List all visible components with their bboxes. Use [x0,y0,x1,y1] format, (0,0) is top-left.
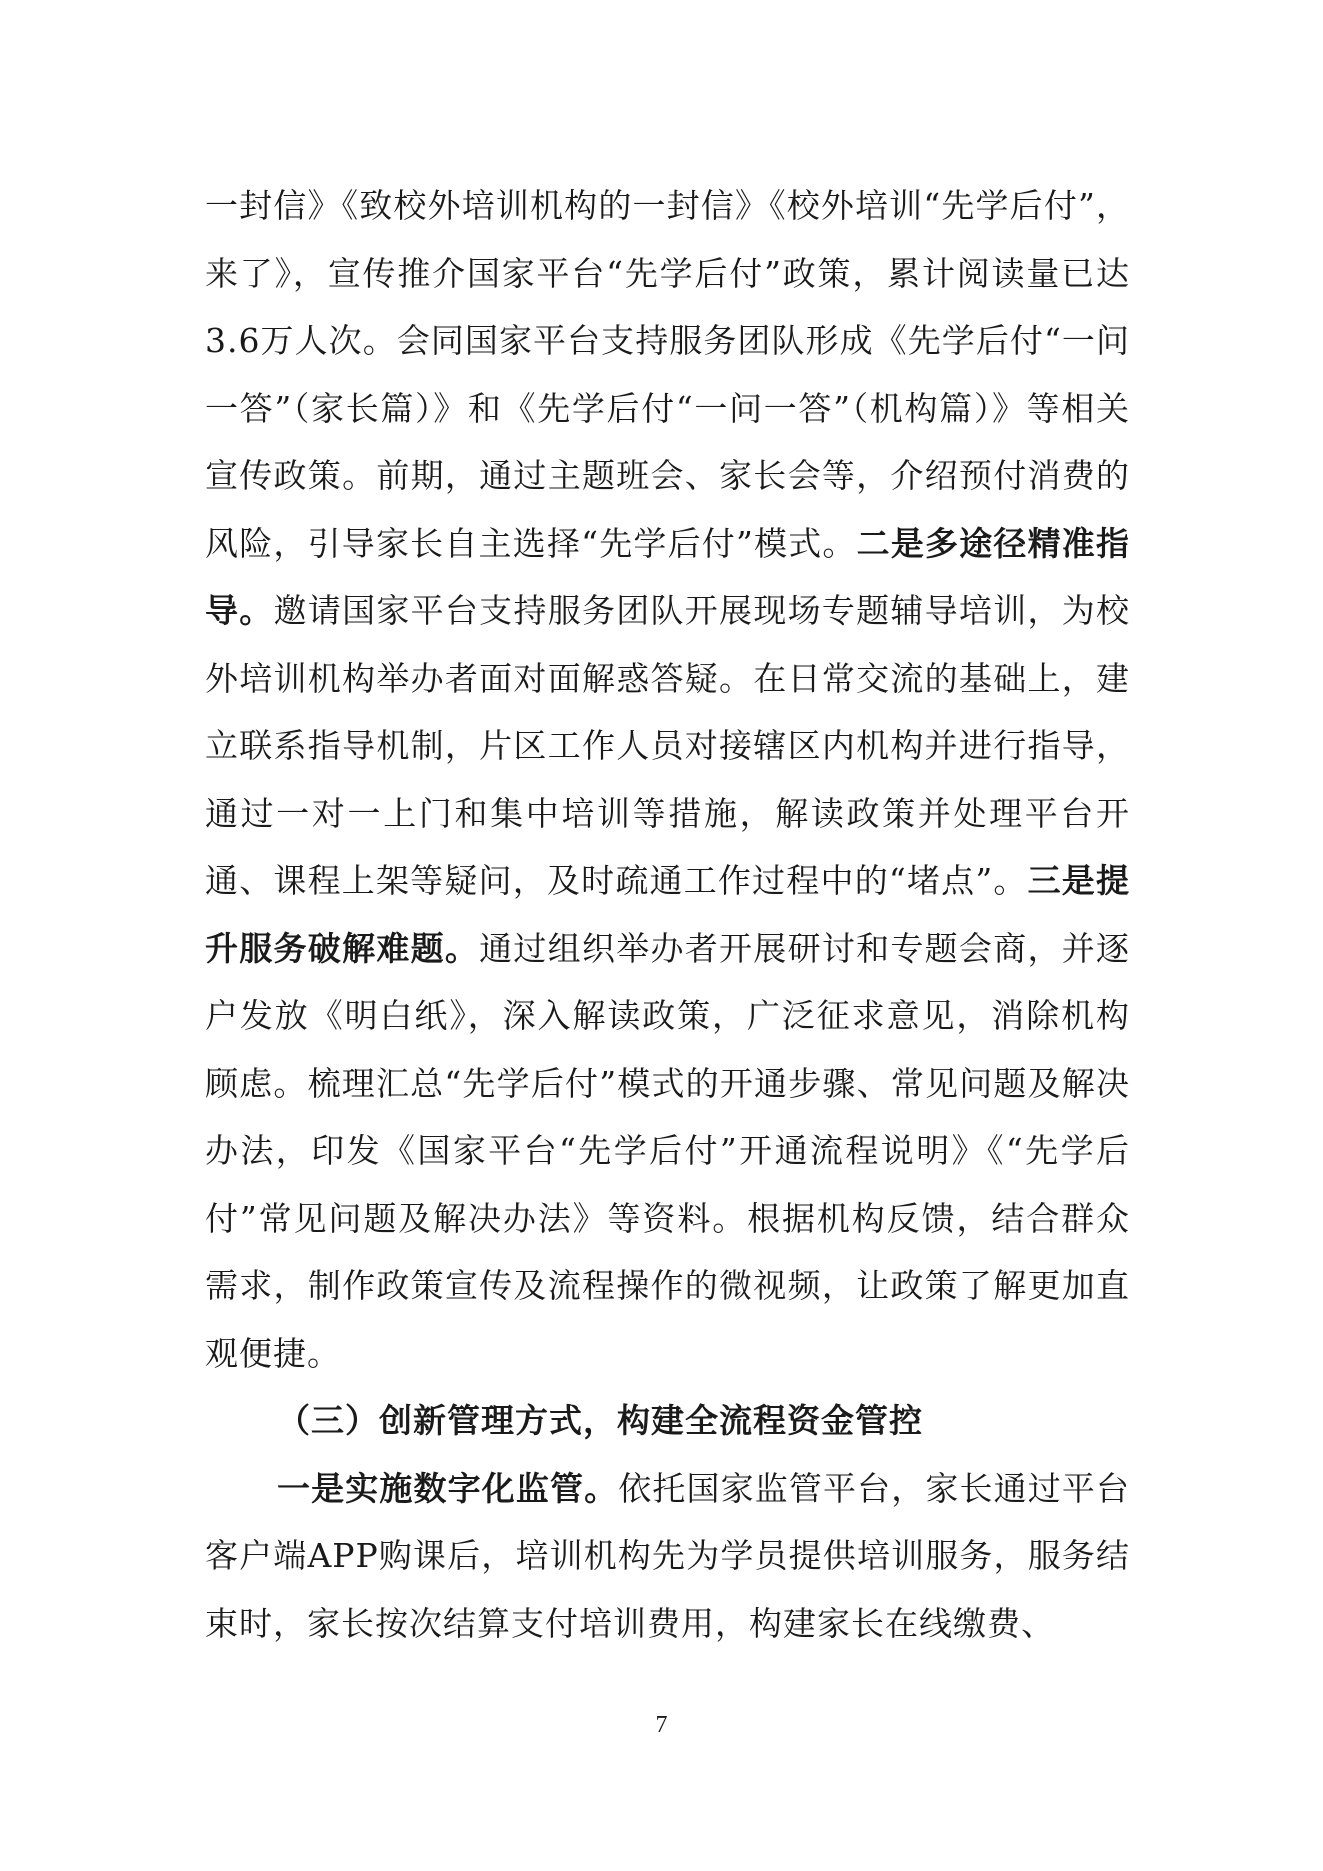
paragraph-text: 依托国家监管平台，家长通过平台客户端APP购课后，培训机构先为学员提供培训服务，服务结束时，家长按次结算支付培训费用，构建家长在线缴费、 [205,1468,1130,1643]
bold-lead-in: 二是多途径精准指导。 [205,523,1131,630]
paragraph-text: 通过组织举办者开展研讨和专题会商，并逐户发放《明白纸》，深入解读政策，广泛征求意见，消除机构顾虑。梳理汇总“先学后付”模式的开通步骤、常见问题及解决办法，印发《国家平台“先学后付”开通流程说明》《“先学后付”常见问题及解决办法》等资料。根据机构反馈，结合群众需求，制作政策宣传及流程操作的微视频，让政策了解更加直观便捷。 [205,928,1131,1373]
paragraph-text: 一封信》《致校外培训机构的一封信》《校外培训“先学后付”，来了》，宣传推介国家平台“先学后付”政策，累计阅读量已达3.6万人次。会同国家平台支持服务团队形成《先学后付“一问一答”（家长篇）》和《先学后付“一问一答”（机构篇）》等相关宣传政策。前期，通过主题班会、家长会等，介绍预付消费的风险，引导家长自主选择“先学后付”模式。 [205,186,1130,563]
paragraph-publicity-guidance [205,172,1130,1387]
paragraph-text: 邀请国家平台支持服务团队开展现场专题辅导培训，为校外培训机构举办者面对面解惑答疑。在日常交流的基础上，建立联系指导机制，片区工作人员对接辖区内机构并进行指导，通过一对一上门和集中培训等措施，解读政策并处理平台开通、课程上架等疑问，及时疏通工作过程中的“堵点”。 [205,591,1131,900]
page-number: 7 [655,1712,668,1738]
bold-lead-in: 一是实施数字化监管。 [277,1468,619,1508]
paragraph-digital-supervision [205,1455,1130,1658]
body-text [205,172,1130,1657]
bold-lead-in: 三是提升服务破解难题。 [205,861,1130,968]
section-heading: （三）创新管理方式，构建全流程资金管控 [277,1401,923,1440]
